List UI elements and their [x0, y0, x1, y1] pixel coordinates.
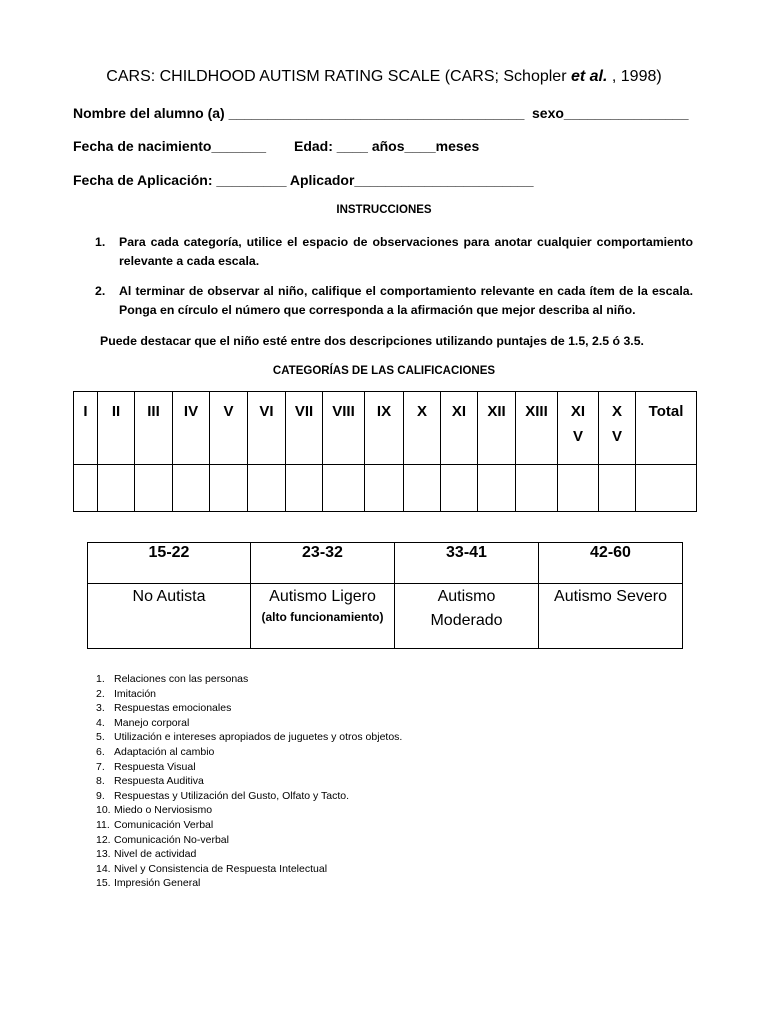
label-cell	[251, 584, 395, 649]
application-field: Fecha de Aplicación: _________ Aplicador_______________________	[73, 172, 534, 188]
student-name-field: Nombre del alumno (a) ______________________________________	[73, 105, 525, 121]
category-header: VII	[286, 392, 323, 465]
score-cell[interactable]	[404, 465, 441, 512]
list-item: 6. Adaptación al cambio	[96, 745, 215, 758]
list-item: 1. Relaciones con las personas	[96, 673, 249, 685]
score-cell[interactable]	[365, 465, 404, 512]
list-item: 5. Utilización e intereses apropiados de juguetes y otros objetos.	[96, 731, 403, 744]
category-header: XV	[599, 392, 636, 465]
category-header: IX	[365, 392, 404, 465]
instructions-heading: INSTRUCCIONES	[336, 204, 432, 216]
score-range-table	[87, 542, 683, 649]
score-cell[interactable]	[599, 465, 636, 512]
list-item: 12. Comunicación No-verbal	[96, 833, 229, 846]
category-header: IV	[173, 392, 210, 465]
range-cell: 33-41	[395, 543, 539, 584]
score-cell[interactable]	[441, 465, 478, 512]
age-field: Edad: ____ años____meses	[294, 138, 480, 154]
document-title	[0, 68, 768, 86]
list-item: 4. Manejo corporal	[96, 716, 190, 729]
half-score-note: Puede destacar que el niño esté entre dos descripciones utilizando puntajes de 1.5, 2.5 ó 3.5.	[100, 334, 644, 348]
categories-heading: CATEGORÍAS DE LAS CALIFICACIONES	[272, 365, 496, 377]
score-cell[interactable]	[210, 465, 248, 512]
score-cell[interactable]	[516, 465, 558, 512]
list-item: 14. Nivel y Consistencia de Respuesta Intelectual	[96, 862, 328, 875]
title-etal: et al.	[570, 68, 608, 85]
category-header: II	[98, 392, 135, 465]
total-cell[interactable]	[636, 465, 697, 512]
list-item: 3. Respuestas emocionales	[96, 702, 232, 715]
score-cell[interactable]	[286, 465, 323, 512]
category-list	[96, 672, 402, 891]
instruction-number: 1.	[95, 235, 106, 249]
instruction-text: Para cada categoría, utilice el espacio de observaciones para anotar cualquier comportamiento relevante a cada escala.	[119, 235, 693, 268]
category-header: VI	[248, 392, 286, 465]
label-cell: No Autista	[88, 584, 251, 649]
instruction-text: Al terminar de observar al niño, califique el comportamiento relevante en cada ítem de la escala. Ponga en círculo el número que corresponda a la afirmación que mejor describa al niño.	[119, 284, 693, 317]
category-header: X	[404, 392, 441, 465]
list-item: 15. Impresión General	[96, 877, 201, 890]
category-header: III	[135, 392, 173, 465]
birthdate-field: Fecha de nacimiento_______	[73, 138, 266, 154]
label-cell: Autismo Severo	[539, 584, 683, 649]
instruction-number: 2.	[95, 284, 106, 298]
label-subtext: (alto funcionamiento)	[261, 610, 384, 624]
score-cell[interactable]	[135, 465, 173, 512]
title-year: , 1998)	[607, 68, 662, 85]
list-item: 13. Nivel de actividad	[96, 848, 197, 861]
list-item: 10. Miedo o Nerviosismo	[96, 804, 213, 817]
list-item: 8. Respuesta Auditiva	[96, 775, 204, 788]
sex-field: sexo________________	[532, 105, 689, 121]
score-cell[interactable]	[323, 465, 365, 512]
label-cell: Autismo Moderado	[395, 584, 539, 649]
category-header: V	[210, 392, 248, 465]
category-header: Total	[636, 392, 697, 465]
score-cell[interactable]	[74, 465, 98, 512]
score-cell[interactable]	[173, 465, 210, 512]
category-header: XI	[441, 392, 478, 465]
instruction-2	[95, 282, 695, 322]
score-cell[interactable]	[248, 465, 286, 512]
category-score-table	[73, 391, 697, 512]
label-text: Autismo Ligero	[269, 588, 376, 605]
category-header: I	[74, 392, 98, 465]
category-header: VIII	[323, 392, 365, 465]
list-item: 11. Comunicación Verbal	[96, 818, 214, 831]
title-text: CARS: CHILDHOOD AUTISM RATING SCALE (CARS; Schopler	[106, 68, 571, 85]
category-header: XIII	[516, 392, 558, 465]
score-cell[interactable]	[558, 465, 599, 512]
range-cell: 42-60	[539, 543, 683, 584]
list-item: 7. Respuesta Visual	[96, 760, 196, 773]
range-cell: 15-22	[88, 543, 251, 584]
list-item: 9. Respuestas y Utilización del Gusto, Olfato y Tacto.	[96, 789, 349, 802]
category-header: XIV	[558, 392, 599, 465]
category-header: XII	[478, 392, 516, 465]
list-item: 2. Imitación	[96, 687, 157, 700]
instruction-1	[95, 233, 695, 273]
range-cell: 23-32	[251, 543, 395, 584]
score-cell[interactable]	[98, 465, 135, 512]
score-cell[interactable]	[478, 465, 516, 512]
